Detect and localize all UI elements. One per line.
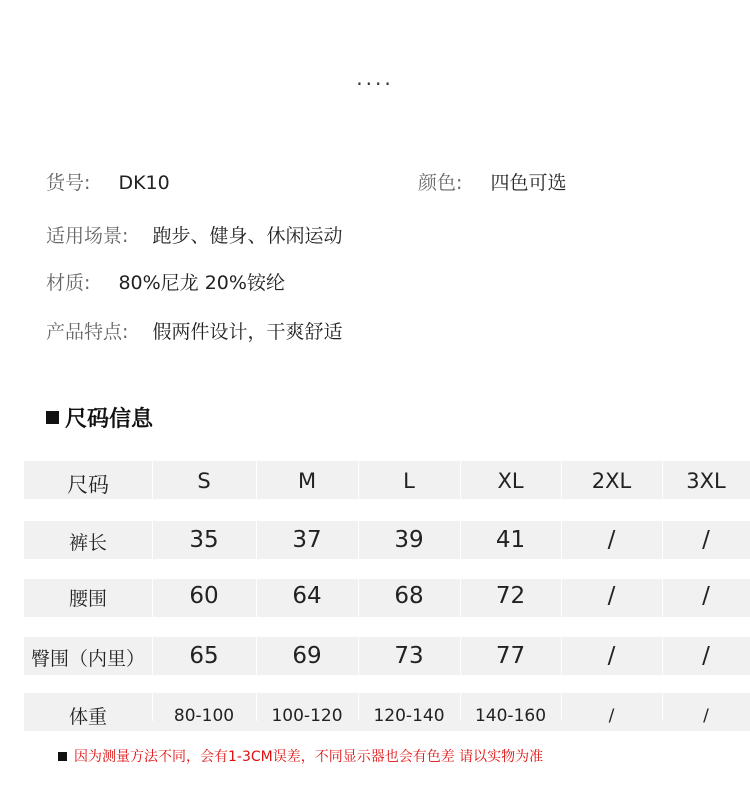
row-label: 腰围 [68,588,107,610]
size-header-cell: XL [497,469,524,493]
size-header-cell: 3XL [686,469,726,493]
table-cell: 140-160 [474,706,547,726]
table-cell: / [607,583,616,609]
square-bullet-icon [46,411,59,424]
table-cell: / [702,583,710,609]
table-cell: 100-120 [271,706,343,726]
table-cell: 64 [292,583,322,609]
table-cell: 37 [292,527,322,553]
size-header-label: 尺码 [67,473,109,497]
table-cell: / [703,706,709,726]
table-cell: 72 [495,583,526,609]
material-label: 材质: [46,272,91,294]
color-row [418,171,566,195]
feature-label: 产品特点: [46,321,129,343]
table-cell: 80-100 [173,706,235,726]
table-cell: / [702,527,710,553]
scene-label: 适用场景: [46,225,129,247]
size-header-cell: L [403,469,415,493]
size-header-cell: S [197,469,211,493]
table-cell: 60 [189,583,219,609]
item-no-row [46,171,170,195]
table-cell: 65 [189,643,219,669]
material-row [46,271,285,295]
row-label: 臀围（内里） [30,648,145,670]
table-cell: / [608,706,615,726]
item-no-value: DK10 [118,172,170,194]
table-cell: 35 [189,527,219,553]
table-cell: 39 [394,527,424,553]
scene-row [46,224,342,248]
top-ellipsis: .... [356,66,394,90]
scene-value: 跑步、健身、休闲运动 [152,225,343,247]
table-cell: 68 [394,583,424,609]
size-section-title [46,402,153,433]
color-value: 四色可选 [490,172,567,194]
table-cell: / [607,527,616,553]
feature-value: 假两件设计，干爽舒适 [152,321,343,343]
table-cell: / [607,643,616,669]
table-cell: 77 [495,643,526,669]
size-header-cell: M [297,469,317,493]
table-cell: 120-140 [373,706,445,726]
row-label: 裤长 [68,532,107,554]
row-label: 体重 [68,706,107,728]
disclaimer-text: 因为测量方法不同，会有1-3CM误差，不同显示器也会有色差 请以实物为准 [74,749,544,765]
size-section-title-text: 尺码信息 [65,407,154,432]
disclaimer-note [58,746,543,766]
material-value: 80%尼龙 20%铵纶 [118,272,285,294]
table-cell: 73 [394,643,424,669]
item-no-label: 货号: [46,172,91,194]
table-cell: / [702,643,710,669]
color-label: 颜色: [418,172,463,194]
feature-row [46,320,342,344]
size-header-cell: 2XL [591,469,632,493]
square-bullet-icon [58,752,67,761]
table-cell: 41 [495,527,526,553]
table-cell: 69 [292,643,322,669]
